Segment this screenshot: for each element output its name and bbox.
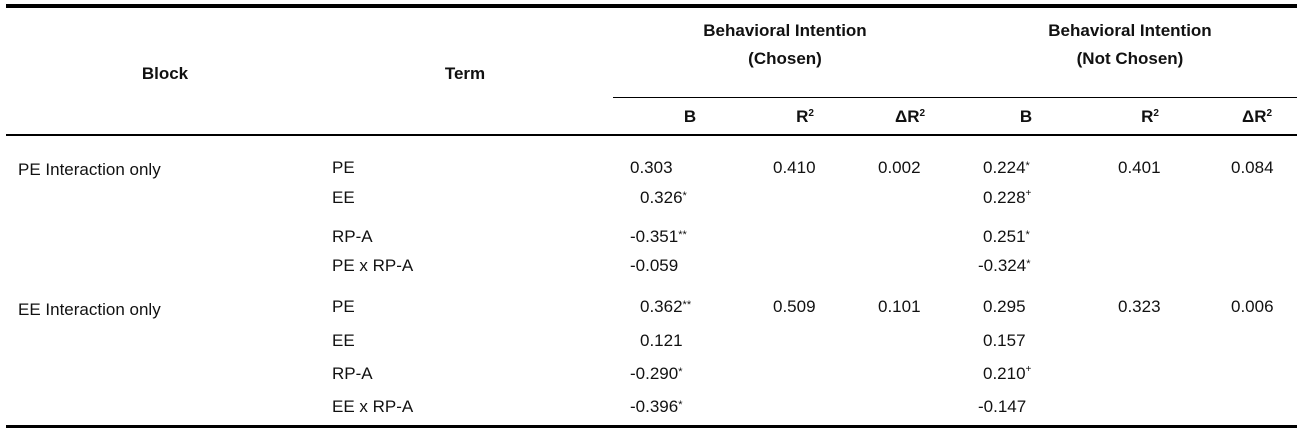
header-notchosen-dr2-sup: 2 [1266, 108, 1273, 119]
header-notchosen-b: B [1019, 107, 1033, 126]
block-label: EE Interaction only [18, 300, 161, 319]
coef-cell [630, 364, 682, 384]
coef-value: -0.324 [978, 256, 1027, 275]
coef-cell [983, 297, 1026, 317]
header-chosen-r2 [775, 103, 835, 131]
coef-cell [983, 227, 1030, 247]
term-cell: RP-A [332, 227, 373, 246]
term-cell: PE [332, 158, 355, 177]
header-bottom-rule [6, 134, 1297, 136]
dr2-cell: 0.084 [1231, 158, 1274, 177]
coef-value: 0.121 [640, 331, 683, 350]
header-chosen-dr2-sup: 2 [919, 108, 926, 119]
coef-cell [630, 397, 682, 417]
term-cell: EE [332, 331, 355, 350]
coef-value: 0.228 [983, 188, 1026, 207]
coef-cell [983, 331, 1026, 351]
header-group-rule [613, 97, 1297, 98]
coef-value: 0.326 [640, 188, 683, 207]
header-group-not-chosen-line2: (Not Chosen) [1076, 49, 1184, 68]
coef-cell [630, 158, 673, 178]
header-chosen-b: B [683, 107, 697, 126]
header-group-not-chosen-line1: Behavioral Intention [1048, 21, 1212, 40]
header-notchosen-r2-base: R [1141, 107, 1154, 126]
header-group-not-chosen [990, 17, 1270, 73]
header-block: Block [141, 64, 189, 83]
coef-value: -0.396 [630, 397, 679, 416]
dr2-cell: 0.101 [878, 297, 921, 316]
header-chosen-dr2-base: ΔR [894, 107, 920, 126]
coef-cell [640, 297, 691, 317]
coef-cell [983, 158, 1030, 178]
header-chosen-r2-base: R [796, 107, 809, 126]
r2-cell: 0.401 [1118, 158, 1161, 177]
coef-value: -0.059 [630, 256, 679, 275]
coef-value: 0.295 [983, 297, 1026, 316]
term-cell: EE [332, 188, 355, 207]
coef-value: -0.351 [630, 227, 679, 246]
dr2-cell: 0.002 [878, 158, 921, 177]
r2-cell: 0.323 [1118, 297, 1161, 316]
coef-cell [630, 256, 678, 276]
r2-cell: 0.509 [773, 297, 816, 316]
coef-cell [640, 188, 687, 208]
significance-marker: ** [682, 299, 692, 311]
dr2-cell: 0.006 [1231, 297, 1274, 316]
r2-cell: 0.410 [773, 158, 816, 177]
coef-value: -0.147 [978, 397, 1027, 416]
significance-marker: + [1025, 364, 1032, 375]
table-top-rule [6, 4, 1297, 8]
term-cell: PE [332, 297, 355, 316]
significance-marker: * [1025, 229, 1030, 241]
coef-value: 0.224 [983, 158, 1026, 177]
significance-marker: + [1025, 188, 1032, 199]
coef-value: 0.303 [630, 158, 673, 177]
significance-marker: * [678, 366, 683, 378]
header-chosen-r2-sup: 2 [808, 108, 814, 119]
header-group-chosen [645, 17, 925, 73]
term-cell: PE x RP-A [332, 256, 414, 275]
significance-marker: * [678, 399, 683, 411]
coef-value: -0.290 [630, 364, 679, 383]
coef-value: 0.251 [983, 227, 1026, 246]
header-notchosen-r2 [1120, 103, 1180, 131]
header-notchosen-dr2-base: ΔR [1241, 107, 1267, 126]
header-notchosen-dr2 [1222, 103, 1292, 131]
coef-cell [640, 331, 683, 351]
table-bottom-rule [6, 425, 1297, 428]
coef-value: 0.210 [983, 364, 1026, 383]
significance-marker: * [1026, 258, 1031, 270]
block-label: PE Interaction only [18, 160, 161, 179]
term-cell: EE x RP-A [332, 397, 414, 416]
coef-cell [978, 397, 1026, 417]
coef-cell [630, 227, 687, 247]
coef-value: 0.362 [640, 297, 683, 316]
header-group-chosen-line2: (Chosen) [748, 49, 822, 68]
coef-cell [978, 256, 1030, 276]
coef-value: 0.157 [983, 331, 1026, 350]
term-cell: RP-A [332, 364, 373, 383]
coef-cell [983, 364, 1031, 384]
header-term: Term [444, 64, 486, 83]
coef-cell [983, 188, 1031, 208]
header-group-chosen-line1: Behavioral Intention [703, 21, 867, 40]
header-notchosen-r2-sup: 2 [1153, 108, 1159, 119]
significance-marker: * [682, 190, 687, 202]
significance-marker: * [1025, 160, 1030, 172]
header-chosen-dr2 [875, 103, 945, 131]
significance-marker: ** [678, 229, 687, 241]
